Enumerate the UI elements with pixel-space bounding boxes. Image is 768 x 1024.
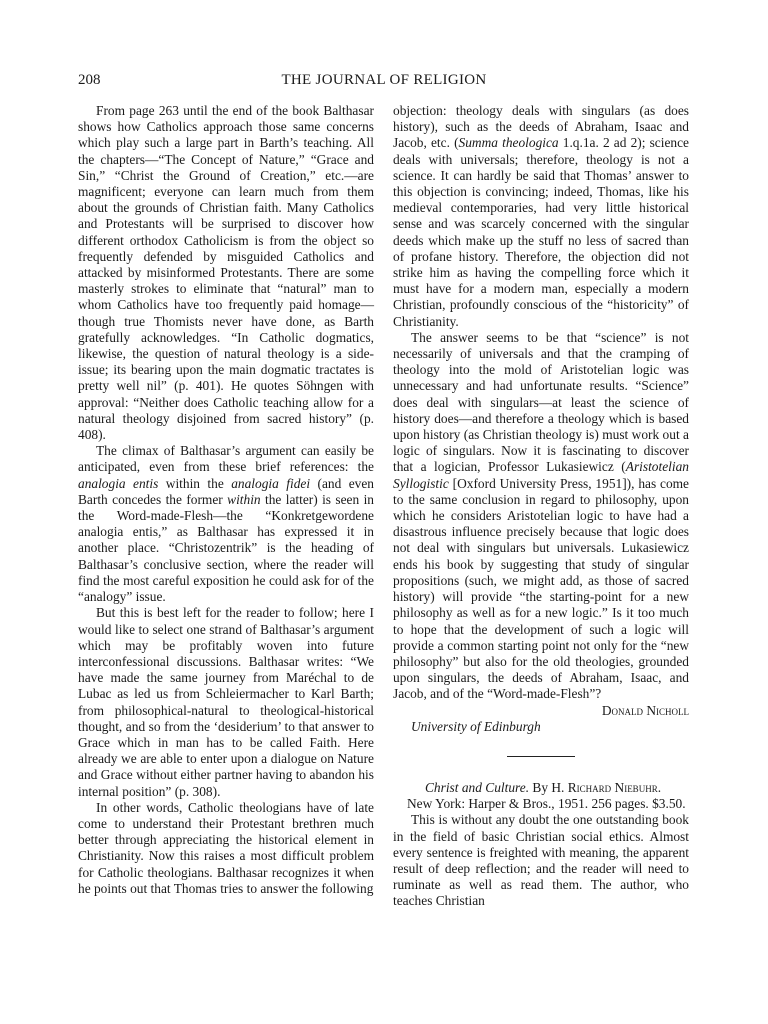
book-title: Summa theologica (458, 135, 559, 151)
section-divider (507, 756, 575, 757)
paragraph: The answer seems to be that “science” is not necessarily of universals and that the cramping of theology into the mold of Aristotelian logic was unnecessary and had unfortunate results. “Science” does deal with singulars—at least the science of history does—and therefore a theology which is based upon history (as Christian theology is) must work out a logic of singulars. Now it is fascinating to discover that a logician, Professor Lukasiewicz (Aristotelian Syllogistic [Oxford University Press, 1951]), has come to the same conclusion in regard to philosophy, upon which he considers Aristotelian logic to have had a disastrous influence precisely because that logic does not deal with singulars but universals. Lukasiewicz ends his book by suggesting that study of singular propositions (such, we might add, as those of sacred history) will provide “the starting-point for a new philosophy as well as for a new logic.” Is it too much to hope that the development of such a logic will provide a common starting point not only for the “new philosophy” but also for the old theologies, grounded upon singulars, the deeds of Abraham, Isaac, and Jacob, and of the “Word-made-Flesh”? (393, 329, 689, 702)
emphasis: within (227, 491, 261, 507)
paragraph: But this is best left for the reader to follow; here I would like to select one strand of Balthasar’s argument which may be profitably woven into future interconfessional discussions. Balthasar writes: “We have made the same journey from Maréchal to de Lubac as led us from Schleiermacher to Karl Barth; from philosophical-natural to theological-historical thought, and so from the ‘desiderium’ to that answer to Grace which in man has to be called Faith. Here already we are able to enter upon a dialogue on Nature and Grace without either partner having to abandon his internal position” (p. 308). (78, 605, 374, 799)
emphasis: analogia fidei (231, 475, 311, 491)
book-title: Aristotelian Syllogistic (393, 459, 689, 491)
page-number: 208 (78, 72, 101, 88)
author-signature: Donald Nicholl (601, 702, 689, 718)
paragraph: objection: theology deals with singulars (as does history), such as the deeds of Abraham, Isaac and Jacob, etc. (Summa theologica 1.q.1a. 2 ad 2); science deals with universals; therefore, theology is not a science. It can hardly be said that Thomas’ answer to this objection is convincing; indeed, Thomas, like his medieval contemporaries, had very little historical sense and was scarcely concerned with the singular deeds which make up the stuff no less of sacred than of profane history. Therefore, the objection did not strike him as having the compelling force which it must have for a modern man, especially a modern Christian, profoundly conscious of the “historicity” of Christianity. (393, 103, 689, 329)
paragraph: The climax of Balthasar’s argument can easily be anticipated, even from these brief references: the analogia entis within the analogia fidei (and even Barth concedes the former within the latter) is seen in the Word-made-Flesh—the “Konkretgewordene analogia entis,” as Balthasar has expressed it in another place. “Christozentrik” is the heading of Balthasar’s conclusive section, where the reader will find the most careful exposition he could ask for of the “analogy” issue. (78, 443, 374, 605)
left-column (78, 103, 374, 897)
reviewed-book-title: Christ and Culture. (425, 779, 530, 795)
reviewed-book-author: H. Richard Niebuhr. (551, 779, 662, 795)
right-column (393, 103, 689, 910)
page-header (78, 72, 690, 92)
journal-title: THE JOURNAL OF RELIGION (281, 72, 487, 88)
paragraph: In other words, Catholic theologians have of late come to understand their Protestant brethren much better through appreciating the historical element in Christianity. Now this raises a most difficult problem for Catholic theologians. Balthasar recognizes it when he points out that Thomas tries to answer the following (78, 799, 374, 896)
emphasis: analogia entis (78, 475, 159, 491)
paragraph: This is without any doubt the one outstanding book in the field of basic Christian social ethics. Almost every sentence is freighted with meaning, the apparent result of deep reflection; and the reader will need to ruminate as well as read them. The author, who teaches Christian (393, 812, 689, 909)
review-citation: Christ and Culture. By H. Richard Niebuhr. New York: Harper & Bros., 1951. 256 pages. $3.50. (407, 779, 686, 812)
publication-info: New York: Harper & Bros., 1951. 256 pages. $3.50. (407, 796, 686, 812)
paragraph: From page 263 until the end of the book Balthasar shows how Catholics approach those same concerns which play such a large part in Barth’s teaching. All the chapters—“The Concept of Nature,” “Grace and Sin,” “Christ the Ground of Creation,” etc.—are magnificent; everyone can learn much from them about the grounds of Christian faith. Many Catholics and Protestants will be surprised to discover how different orthodox Catholicism is from the object so frequently defended by misguided Catholics and attacked by misinformed Protestants. There are some masterly strokes to eliminate that “natural” man to whom Catholics have too frequently paid homage—though true Thomists never have done, as Barth gratefully acknowledges. “In Catholic dogmatics, likewise, the question of natural theology is a side-issue; its bearing upon the main dogmatic tractates is pretty well nil” (p. 401). He quotes Söhngen with approval: “Neither does Catholic teaching allow for a natural theology disjoined from sacred history” (p. 408). (78, 103, 374, 443)
author-affiliation: University of Edinburgh (411, 718, 541, 734)
